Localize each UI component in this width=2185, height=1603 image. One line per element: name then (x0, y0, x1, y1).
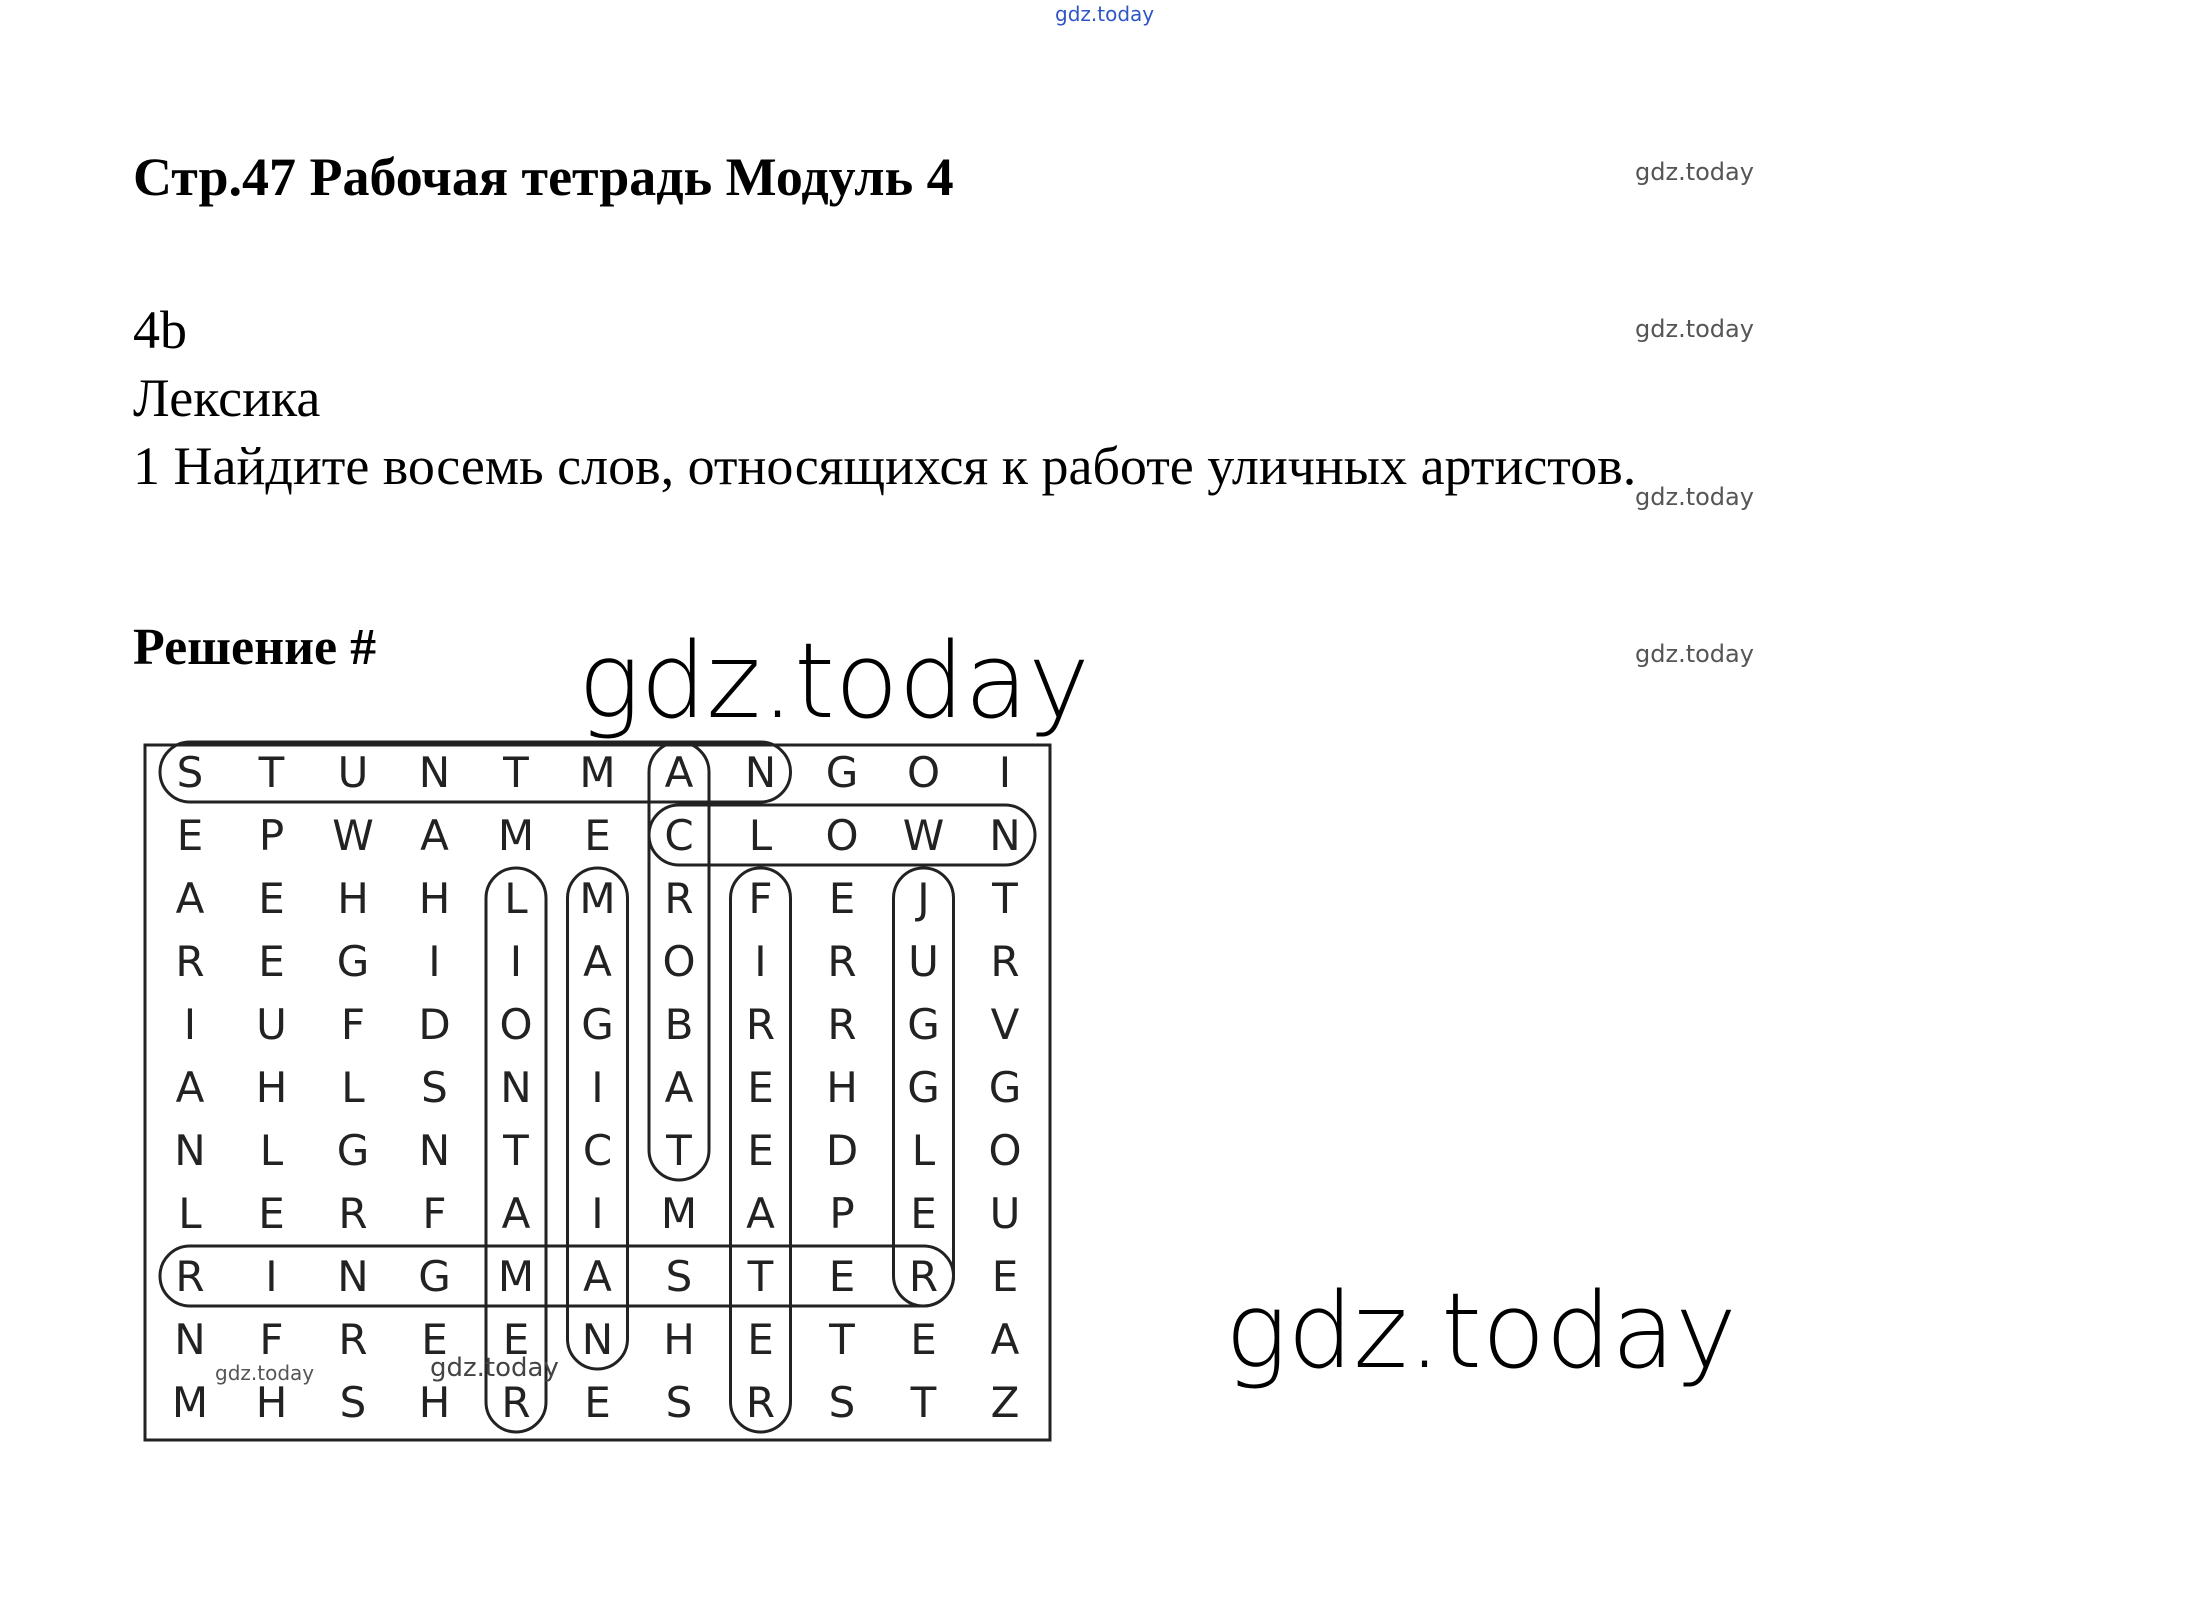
grid-letter: O (906, 748, 941, 797)
grid-letter: N (337, 1252, 369, 1301)
grid-letter: H (418, 874, 451, 923)
grid-letter: O (662, 937, 696, 986)
wordsearch-grid (140, 740, 1060, 1450)
grid-letter: W (332, 811, 374, 860)
grid-letter: L (504, 874, 528, 923)
grid-letter: N (744, 748, 777, 797)
grid-letter: R (827, 1000, 857, 1049)
grid-letter: E (258, 874, 285, 923)
watermark-top: gdz.today (1055, 2, 1155, 26)
grid-letter: M (171, 1378, 209, 1427)
grid-letter: A (175, 874, 205, 923)
watermark-big-2: gdz.today (1225, 1270, 1737, 1392)
grid-letter: T (666, 1126, 692, 1175)
grid-letter: G (907, 1063, 940, 1112)
grid-letter: G (825, 748, 859, 797)
grid-letter: F (422, 1189, 447, 1238)
grid-letter: U (256, 1000, 287, 1049)
grid-letter: G (988, 1063, 1022, 1112)
task-text: 1 Найдите восемь слов, относящихся к работе уличных артистов. (133, 436, 1637, 496)
grid-letter: L (911, 1126, 936, 1175)
grid-letter: E (584, 811, 611, 860)
grid-letter: W (902, 811, 945, 860)
grid-letter: I (428, 937, 441, 986)
grid-letter: L (178, 1189, 202, 1238)
grid-letter: A (583, 1252, 612, 1301)
grid-letter: M (579, 748, 616, 797)
grid-letter: R (827, 937, 857, 986)
grid-letter: G (907, 1000, 940, 1049)
grid-letter: R (664, 874, 694, 923)
grid-letter: E (584, 1378, 611, 1427)
grid-letter: E (991, 1252, 1019, 1301)
grid-letter: T (829, 1315, 855, 1364)
grid-letter: H (663, 1315, 695, 1364)
grid-letter: E (176, 811, 204, 860)
grid-letter: R (338, 1189, 368, 1238)
grid-letter: N (989, 811, 1021, 860)
grid-letter: T (992, 874, 1018, 923)
grid-letter: C (664, 811, 694, 860)
section-name: Лексика (133, 368, 321, 428)
grid-letter: T (503, 748, 529, 797)
grid-letter: N (174, 1126, 206, 1175)
grid-letter: H (826, 1063, 858, 1112)
grid-letter: H (255, 1063, 288, 1112)
grid-letter: R (745, 1378, 776, 1427)
grid-letter: I (591, 1189, 604, 1238)
grid-letter: E (258, 937, 285, 986)
grid-letter: E (828, 874, 856, 923)
watermark-right-1: gdz.today (1635, 158, 1754, 186)
grid-letter: M (579, 874, 616, 923)
watermark-grid-2: gdz.today (430, 1353, 559, 1383)
grid-letter: I (591, 1063, 604, 1112)
grid-letter: H (418, 1378, 451, 1427)
grid-letter: M (497, 1252, 535, 1301)
grid-letter: T (503, 1126, 529, 1175)
grid-letter: R (175, 937, 205, 986)
grid-letter: L (259, 1126, 284, 1175)
grid-letter: I (509, 937, 523, 986)
grid-letter: A (501, 1189, 531, 1238)
grid-letter: A (664, 1063, 694, 1112)
grid-letter: T (258, 748, 285, 797)
grid-letter: N (418, 748, 451, 797)
grid-letter: U (908, 937, 939, 986)
grid-letter: A (990, 1315, 1020, 1364)
grid-letter: H (337, 874, 369, 923)
grid-letter: E (747, 1126, 774, 1175)
grid-letter: S (665, 1252, 693, 1301)
grid-letter: A (583, 937, 612, 986)
grid-letter: R (338, 1315, 368, 1364)
grid-letter: U (337, 748, 369, 797)
grid-letter: P (829, 1189, 855, 1238)
grid-letter: T (910, 1378, 937, 1427)
watermark-grid-1: gdz.today (215, 1361, 315, 1385)
grid-letter: A (175, 1063, 205, 1112)
grid-letter: G (581, 1000, 614, 1049)
grid-letter: L (341, 1063, 365, 1112)
watermark-right-4: gdz.today (1635, 640, 1754, 668)
grid-letter: N (500, 1063, 532, 1112)
grid-letter: G (336, 937, 370, 986)
watermark-right-2: gdz.today (1635, 315, 1754, 343)
grid-letter: I (998, 748, 1012, 797)
grid-letter: F (748, 874, 773, 923)
wordsearch-svg (140, 740, 1060, 1450)
grid-letter: E (258, 1189, 285, 1238)
grid-letter: R (990, 937, 1020, 986)
grid-letter: N (174, 1315, 206, 1364)
grid-letter: R (175, 1252, 205, 1301)
grid-letter: S (176, 748, 204, 797)
grid-letter: J (917, 874, 930, 923)
grid-letter: T (747, 1252, 774, 1301)
grid-letter: S (665, 1378, 693, 1427)
grid-letter: O (825, 811, 859, 860)
grid-letter: L (748, 811, 773, 860)
grid-letter: I (183, 1000, 197, 1049)
page-title: Стр.47 Рабочая тетрадь Модуль 4 (133, 147, 954, 207)
grid-letter: F (259, 1315, 284, 1364)
grid-letter: I (754, 937, 767, 986)
grid-letter: G (336, 1126, 370, 1175)
grid-letter: E (910, 1189, 937, 1238)
grid-letter: O (499, 1000, 533, 1049)
grid-letter: N (581, 1315, 614, 1364)
grid-letter: I (265, 1252, 278, 1301)
grid-letter: E (747, 1063, 774, 1112)
grid-letter: A (746, 1189, 775, 1238)
grid-letter: D (418, 1000, 451, 1049)
grid-letter: E (828, 1252, 856, 1301)
grid-letter: E (502, 1315, 530, 1364)
grid-letter: S (339, 1378, 367, 1427)
grid-letter: E (747, 1315, 774, 1364)
grid-letter: P (258, 811, 285, 860)
grid-letter: O (988, 1126, 1022, 1175)
found-word-stuntman (160, 742, 791, 802)
grid-letter: E (910, 1315, 937, 1364)
grid-letter: A (664, 748, 694, 797)
solution-heading: Решение # (133, 619, 377, 676)
grid-letter: A (420, 811, 449, 860)
grid-letter: M (660, 1189, 698, 1238)
grid-letter: R (745, 1000, 776, 1049)
grid-letter: R (501, 1378, 531, 1427)
watermark-big-1: gdz.today (578, 620, 1090, 742)
grid-letter: Z (990, 1378, 1020, 1427)
grid-letter: E (421, 1315, 448, 1364)
grid-letter: S (421, 1063, 448, 1112)
grid-letter: B (664, 1000, 694, 1049)
grid-letter: G (418, 1252, 451, 1301)
grid-letter: S (828, 1378, 856, 1427)
grid-letter: U (989, 1189, 1021, 1238)
grid-letter: V (990, 1000, 1020, 1049)
section-code: 4b (133, 300, 187, 360)
grid-letter: N (418, 1126, 451, 1175)
grid-letter: M (497, 811, 535, 860)
grid-letter: C (582, 1126, 613, 1175)
watermark-right-3: gdz.today (1635, 483, 1754, 511)
grid-letter: D (825, 1126, 859, 1175)
grid-letter: R (908, 1252, 939, 1301)
grid-letter: H (255, 1378, 288, 1427)
grid-letter: F (340, 1000, 366, 1049)
